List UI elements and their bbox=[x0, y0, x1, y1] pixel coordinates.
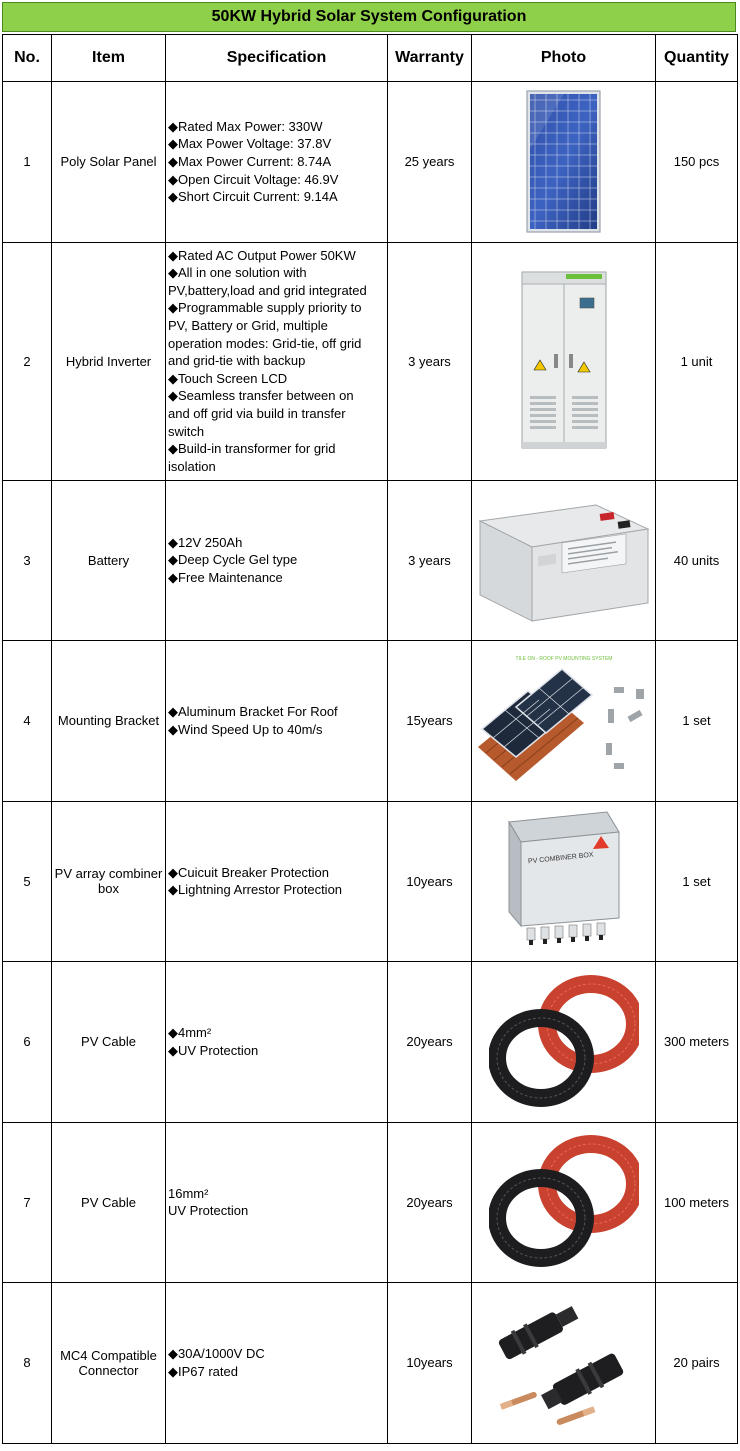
cell-photo bbox=[472, 480, 656, 641]
cell-specification: ◆Cuicuit Breaker Protection ◆Lightning Arrestor Protection bbox=[166, 801, 388, 962]
cell-no: 7 bbox=[3, 1122, 52, 1283]
cell-item: Poly Solar Panel bbox=[52, 82, 166, 243]
cell-warranty: 3 years bbox=[388, 480, 472, 641]
table-row bbox=[3, 82, 738, 243]
cell-item: PV Cable bbox=[52, 1122, 166, 1283]
inverter-cabinet-image bbox=[514, 266, 614, 456]
cell-photo bbox=[472, 641, 656, 802]
cell-quantity: 40 units bbox=[656, 480, 738, 641]
cell-no: 3 bbox=[3, 480, 52, 641]
cell-no: 1 bbox=[3, 82, 52, 243]
cell-photo bbox=[472, 242, 656, 480]
svg-text:PV COMBINER BOX: PV COMBINER BOX bbox=[527, 851, 594, 866]
header-specification: Specification bbox=[166, 35, 388, 82]
gel-battery-image bbox=[476, 495, 652, 625]
cell-warranty: 10years bbox=[388, 801, 472, 962]
table-row bbox=[3, 962, 738, 1123]
table-row bbox=[3, 480, 738, 641]
solar-panel-image bbox=[524, 89, 604, 235]
roof-bracket-image bbox=[476, 651, 652, 791]
cell-item: PV Cable bbox=[52, 962, 166, 1123]
cell-no: 4 bbox=[3, 641, 52, 802]
header-item: Item bbox=[52, 35, 166, 82]
cell-warranty: 3 years bbox=[388, 242, 472, 480]
cell-quantity: 300 meters bbox=[656, 962, 738, 1123]
table-header-row bbox=[3, 35, 738, 82]
header-photo: Photo bbox=[472, 35, 656, 82]
cell-specification: ◆Rated Max Power: 330W ◆Max Power Voltage: 37.8V ◆Max Power Current: 8.74A ◆Open Circuit Voltage: 46.9V ◆Short Circuit Current: 9.14A bbox=[166, 82, 388, 243]
header-quantity: Quantity bbox=[656, 35, 738, 82]
cell-no: 5 bbox=[3, 801, 52, 962]
cell-quantity: 100 meters bbox=[656, 1122, 738, 1283]
table-row bbox=[3, 1122, 738, 1283]
cell-specification: ◆4mm² ◆UV Protection bbox=[166, 962, 388, 1123]
mc4-connector-image bbox=[484, 1293, 644, 1433]
cell-specification: ◆12V 250Ah ◆Deep Cycle Gel type ◆Free Maintenance bbox=[166, 480, 388, 641]
cell-photo bbox=[472, 962, 656, 1123]
cell-photo bbox=[472, 82, 656, 243]
cell-warranty: 25 years bbox=[388, 82, 472, 243]
cell-warranty: 10years bbox=[388, 1283, 472, 1444]
header-no: No. bbox=[3, 35, 52, 82]
cell-quantity: 1 set bbox=[656, 801, 738, 962]
cell-specification: ◆30A/1000V DC ◆IP67 rated bbox=[166, 1283, 388, 1444]
cell-specification: ◆Rated AC Output Power 50KW ◆All in one solution with PV,battery,load and grid integrated ◆Programmable supply priority to PV, Battery or Grid, multiple operation modes: Grid-tie, off grid and grid-tie with backup ◆Touch Screen LCD ◆Seamless transfer between on and off grid via build in transfer switch ◆Build-in transformer for grid isolation bbox=[166, 242, 388, 480]
cell-item: Hybrid Inverter bbox=[52, 242, 166, 480]
page-title: 50KW Hybrid Solar System Configuration bbox=[2, 2, 736, 32]
combiner-box-image bbox=[489, 808, 639, 954]
table-row bbox=[3, 641, 738, 802]
cell-no: 8 bbox=[3, 1283, 52, 1444]
cell-quantity: 1 set bbox=[656, 641, 738, 802]
cell-item: MC4 Compatible Connector bbox=[52, 1283, 166, 1444]
cell-quantity: 1 unit bbox=[656, 242, 738, 480]
cell-warranty: 20years bbox=[388, 1122, 472, 1283]
cell-quantity: 150 pcs bbox=[656, 82, 738, 243]
cell-item: PV array combiner box bbox=[52, 801, 166, 962]
cell-no: 6 bbox=[3, 962, 52, 1123]
cell-photo bbox=[472, 801, 656, 962]
cell-item: Battery bbox=[52, 480, 166, 641]
cell-warranty: 20years bbox=[388, 962, 472, 1123]
cell-photo bbox=[472, 1122, 656, 1283]
table-row bbox=[3, 801, 738, 962]
cell-warranty: 15years bbox=[388, 641, 472, 802]
table-row bbox=[3, 1283, 738, 1444]
cell-specification: ◆Aluminum Bracket For Roof ◆Wind Speed Up to 40m/s bbox=[166, 641, 388, 802]
cell-item: Mounting Bracket bbox=[52, 641, 166, 802]
cell-specification: 16mm² UV Protection bbox=[166, 1122, 388, 1283]
cell-photo bbox=[472, 1283, 656, 1444]
cable-coils-image bbox=[489, 1132, 639, 1272]
svg-text:TILE ON - ROOF PV MOUNTING SYS: TILE ON - ROOF PV MOUNTING SYSTEM bbox=[515, 655, 612, 662]
configuration-table bbox=[2, 34, 738, 1444]
cell-quantity: 20 pairs bbox=[656, 1283, 738, 1444]
cell-no: 2 bbox=[3, 242, 52, 480]
header-warranty: Warranty bbox=[388, 35, 472, 82]
cable-coils-image bbox=[489, 972, 639, 1112]
table-row bbox=[3, 242, 738, 480]
